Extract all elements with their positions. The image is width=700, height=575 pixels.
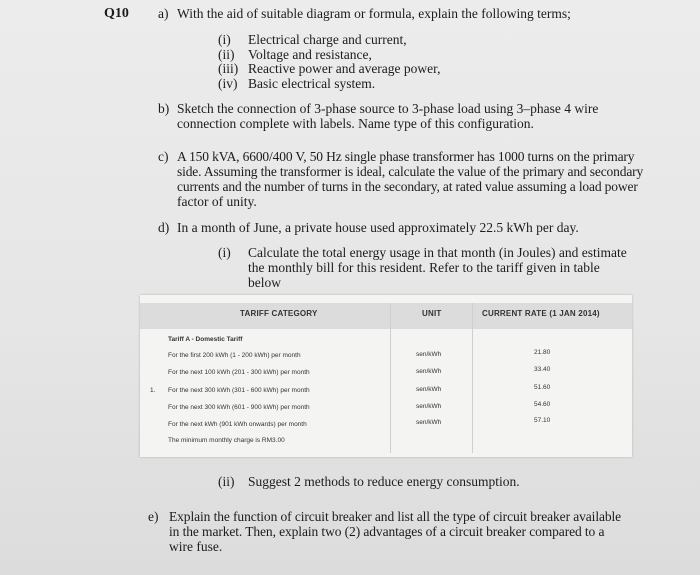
part-c-line-4: factor of unity. — [177, 194, 257, 209]
part-a-list — [218, 33, 441, 91]
part-d-text: In a month of June, a private house used approximately 22.5 kWh per day. — [177, 220, 579, 235]
table-row-desc: For the next 100 kWh (201 - 300 kWh) per month — [168, 369, 310, 376]
part-b-line-2: connection complete with labels. Name type of this configuration. — [177, 116, 534, 131]
part-c-line-3: currents and the number of turns in the secondary, at rated value assuming a load power — [177, 179, 638, 194]
question-number: Q10 — [104, 6, 129, 21]
table-row-unit: sen/kWh — [416, 368, 442, 375]
part-d-i-num: (i) — [218, 245, 231, 260]
table-row-desc: For the next 300 kWh (301 - 600 kWh) per month — [168, 387, 310, 394]
part-d-label: d) — [158, 220, 170, 235]
part-a-label: a) — [158, 6, 169, 21]
part-d-ii-text: Suggest 2 methods to reduce energy consumption. — [248, 474, 520, 489]
part-b-label: b) — [158, 101, 170, 116]
part-e-line-2: in the market. Then, explain two (2) advantages of a circuit breaker compared to a — [169, 524, 605, 539]
table-row-unit: sen/kWh — [416, 403, 442, 410]
table-row-desc: For the first 200 kWh (1 - 200 kWh) per month — [168, 352, 301, 359]
column-divider — [390, 303, 391, 453]
part-c-label: c) — [158, 149, 169, 164]
table-row-desc: For the next kWh (901 kWh onwards) per month — [168, 421, 307, 428]
part-e-label: e) — [148, 509, 159, 524]
tariff-table — [140, 295, 632, 457]
table-row-rate: 21.80 — [534, 349, 551, 356]
table-row-desc: For the next 300 kWh (601 - 900 kWh) per month — [168, 404, 310, 411]
tariff-title: Tariff A - Domestic Tariff — [168, 336, 243, 343]
part-b-line-1: Sketch the connection of 3-phase source to 3-phase load using 3–phase 4 wire — [177, 101, 599, 116]
header-current-rate: CURRENT RATE (1 JAN 2014) — [482, 309, 600, 318]
row-number: 1. — [150, 387, 156, 394]
part-d-i-line-1: Calculate the total energy usage in that month (in Joules) and estimate — [248, 245, 627, 260]
part-e-line-3: wire fuse. — [169, 539, 223, 554]
list-item: (i) Electrical charge and current, — [218, 32, 407, 47]
part-d-i-line-2: the monthly bill for this resident. Refer to the tariff given in table — [248, 260, 600, 275]
list-item: (iv) Basic electrical system. — [218, 75, 376, 91]
list-item: (ii) Voltage and resistance, — [218, 46, 372, 62]
table-row-rate: 33.40 — [534, 366, 551, 373]
table-row-unit: sen/kWh — [416, 419, 442, 426]
table-row-rate: 51.60 — [534, 384, 551, 391]
table-row-unit: sen/kWh — [416, 351, 442, 358]
list-item: (iii) Reactive power and average power, — [218, 61, 441, 76]
part-a-text: With the aid of suitable diagram or formula, explain the following terms; — [177, 6, 571, 21]
part-d-i-line-3: below — [248, 275, 281, 290]
header-unit: UNIT — [422, 309, 442, 318]
part-c-line-2: side. Assuming the transformer is ideal, calculate the value of the primary and secondary — [177, 164, 644, 179]
part-e-line-1: Explain the function of circuit breaker and list all the type of circuit breaker available — [169, 509, 622, 524]
column-divider — [472, 303, 473, 453]
table-row-rate: 57.10 — [534, 417, 551, 424]
table-row-rate: 54.60 — [534, 401, 551, 408]
header-tariff-category: TARIFF CATEGORY — [240, 309, 318, 318]
minimum-charge-note: The minimum monthly charge is RM3.00 — [168, 437, 285, 444]
part-c-line-1: A 150 kVA, 6600/400 V, 50 Hz single phase transformer has 1000 turns on the primary — [177, 149, 635, 164]
table-row-unit: sen/kWh — [416, 386, 442, 393]
part-d-ii-num: (ii) — [218, 474, 235, 489]
